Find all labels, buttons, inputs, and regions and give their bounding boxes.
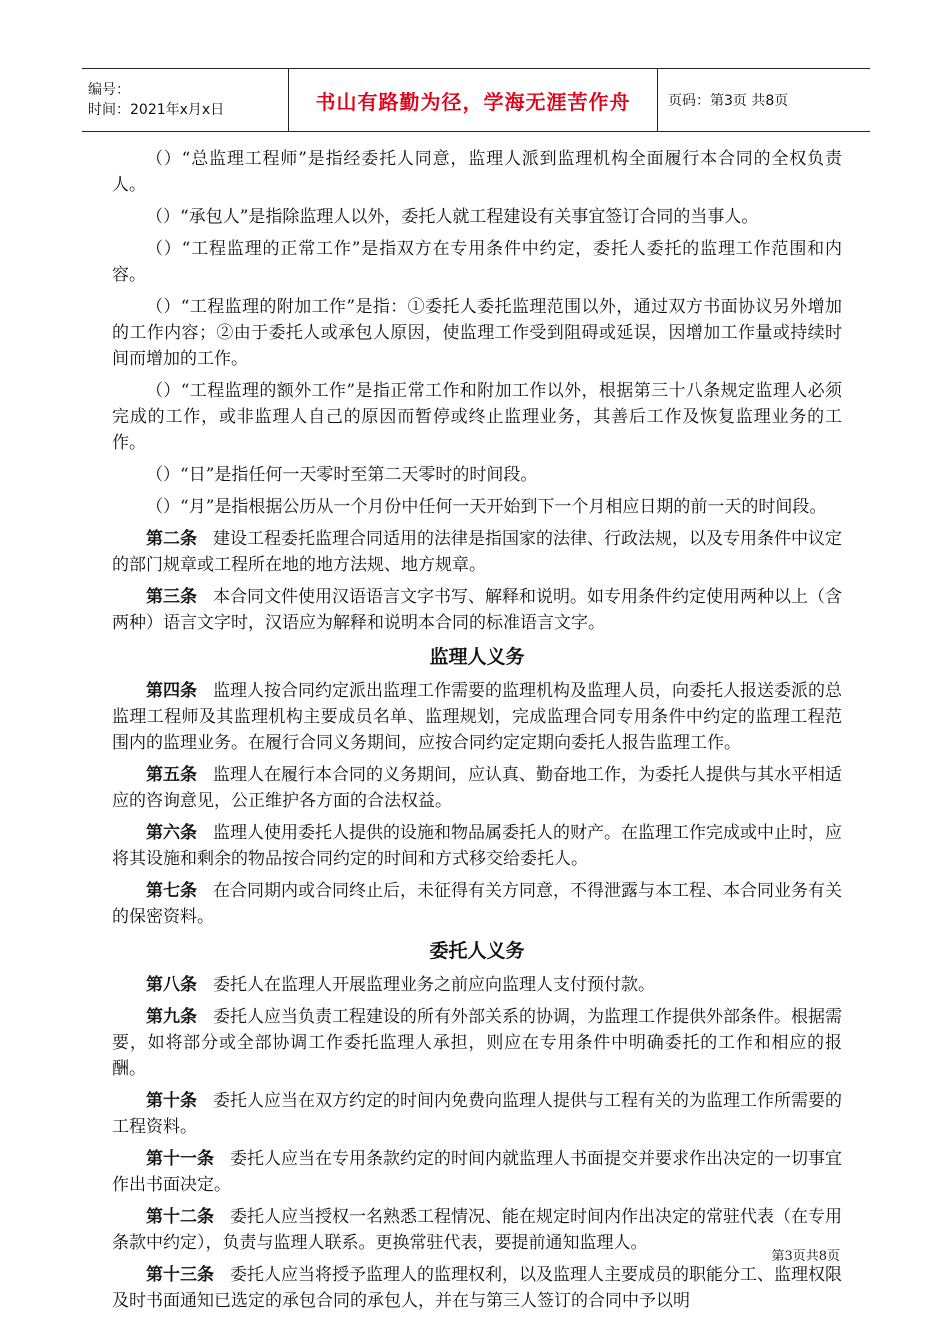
paragraph — [112, 972, 842, 998]
paragraph — [112, 1204, 842, 1256]
section-title-client-obligations: 委托人义务 — [429, 940, 525, 962]
article-number: 第十二条 — [146, 1207, 214, 1227]
header-motto: 书山有路勤为径，学海无涯苦作舟 — [315, 89, 631, 114]
paragraph-text: 委托人应当将授予监理人的监理权利，以及监理人主要成员的职能分工、监理权限及时书面通知已选定的承包合同的承包人，并在与第三人签订的合同中予以明 — [112, 1265, 842, 1311]
paragraph — [112, 146, 842, 198]
article-number: 第四条 — [146, 681, 197, 701]
document-time-label: 时间：2021年x月x日 — [88, 102, 225, 118]
paragraph-text: （）“总监理工程师”是指经委托人同意，监理人派到监理机构全面履行本合同的全权负责人。 — [112, 149, 842, 195]
page-footer: 第3页共8页 — [771, 1249, 840, 1264]
paragraph — [112, 878, 842, 930]
paragraph — [112, 820, 842, 872]
paragraph-text: （）“日”是指任何一天零时至第二天零时的时间段。 — [146, 465, 538, 485]
article-number: 第九条 — [146, 1007, 197, 1027]
article-number: 第十一条 — [146, 1149, 214, 1169]
paragraph-text: 建设工程委托监理合同适用的法律是指国家的法律、行政法规，以及专用条件中议定的部门规章或工程所在地的地方法规、地方规章。 — [112, 529, 842, 575]
header-motto-cell — [289, 69, 658, 131]
paragraph — [112, 294, 842, 372]
paragraph-text: 委托人在监理人开展监理业务之前应向监理人支付预付款。 — [213, 975, 655, 995]
header-page-number: 页码：第3页 共8页 — [668, 93, 789, 109]
article-number: 第三条 — [146, 587, 197, 607]
paragraph — [112, 236, 842, 288]
supervisor-obligations-block — [112, 678, 842, 930]
paragraph-text: （）“月”是指根据公历从一个月份中任何一天开始到下一个月相应日期的前一天的时间段。 — [146, 497, 827, 517]
client-obligations-block — [112, 972, 842, 1314]
article-number: 第六条 — [146, 823, 197, 843]
definitions-block — [112, 146, 842, 636]
document-number-label: 编号： — [88, 82, 130, 98]
paragraph — [112, 584, 842, 636]
article-number: 第七条 — [146, 881, 197, 901]
article-number: 第十条 — [146, 1091, 197, 1111]
paragraph-text: 委托人应当负责工程建设的所有外部关系的协调，为监理工作提供外部条件。根据需要，如将部分或全部协调工作委托监理人承担，则应在专用条件中明确委托的工作和相应的报酬。 — [112, 1007, 842, 1079]
paragraph-text: 监理人在履行本合同的义务期间，应认真、勤奋地工作，为委托人提供与其水平相适应的咨询意见，公正维护各方面的合法权益。 — [112, 765, 842, 811]
article-number: 第五条 — [146, 765, 197, 785]
article-number: 第十三条 — [146, 1265, 214, 1285]
paragraph-text: （）“工程监理的正常工作”是指双方在专用条件中约定，委托人委托的监理工作范围和内容。 — [112, 239, 842, 285]
paragraph — [112, 762, 842, 814]
paragraph — [112, 378, 842, 456]
paragraph-text: （）“承包人”是指除监理人以外，委托人就工程建设有关事宜签订合同的当事人。 — [146, 207, 759, 227]
page-header — [82, 68, 870, 132]
paragraph-text: （）“工程监理的附加工作”是指：①委托人委托监理范围以外，通过双方书面协议另外增加的工作内容；②由于委托人或承包人原因，使监理工作受到阻碍或延误，因增加工作量或持续时间而增加的工作。 — [112, 297, 842, 369]
paragraph-text: 委托人应当在专用条款约定的时间内就监理人书面提交并要求作出决定的一切事宜作出书面决定。 — [112, 1149, 842, 1195]
paragraph — [112, 1004, 842, 1082]
paragraph — [112, 1262, 842, 1314]
section-title-supervisor-obligations: 监理人义务 — [429, 646, 525, 668]
paragraph-text: 委托人应当授权一名熟悉工程情况、能在规定时间内作出决定的常驻代表（在专用条款中约定），负责与监理人联系。更换常驻代表，要提前通知监理人。 — [112, 1207, 842, 1253]
paragraph-text: 在合同期内或合同终止后，未征得有关方同意，不得泄露与本工程、本合同业务有关的保密资料。 — [112, 881, 842, 927]
paragraph-text: （）“工程监理的额外工作”是指正常工作和附加工作以外，根据第三十八条规定监理人必须完成的工作，或非监理人自己的原因而暂停或终止监理业务，其善后工作及恢复监理业务的工作。 — [112, 381, 842, 453]
paragraph-text: 委托人应当在双方约定的时间内免费向监理人提供与工程有关的为监理工作所需要的工程资料。 — [112, 1091, 842, 1137]
paragraph — [112, 526, 842, 578]
paragraph — [112, 1146, 842, 1198]
document-body — [112, 146, 842, 1320]
header-meta — [82, 69, 289, 131]
article-number: 第二条 — [146, 529, 197, 549]
paragraph — [112, 204, 842, 230]
paragraph — [112, 678, 842, 756]
article-number: 第八条 — [146, 975, 197, 995]
paragraph — [112, 462, 842, 488]
paragraph-text: 监理人按合同约定派出监理工作需要的监理机构及监理人员，向委托人报送委派的总监理工程师及其监理机构主要成员名单、监理规划，完成监理合同专用条件中约定的监理工程范围内的监理业务。在履行合同义务期间，应按合同约定定期向委托人报告监理工作。 — [112, 681, 842, 753]
paragraph — [112, 494, 842, 520]
paragraph-text: 本合同文件使用汉语语言文字书写、解释和说明。如专用条件约定使用两种以上（含两种）语言文字时，汉语应为解释和说明本合同的标准语言文字。 — [112, 587, 842, 633]
paragraph — [112, 1088, 842, 1140]
paragraph-text: 监理人使用委托人提供的设施和物品属委托人的财产。在监理工作完成或中止时，应将其设施和剩余的物品按合同约定的时间和方式移交给委托人。 — [112, 823, 842, 869]
